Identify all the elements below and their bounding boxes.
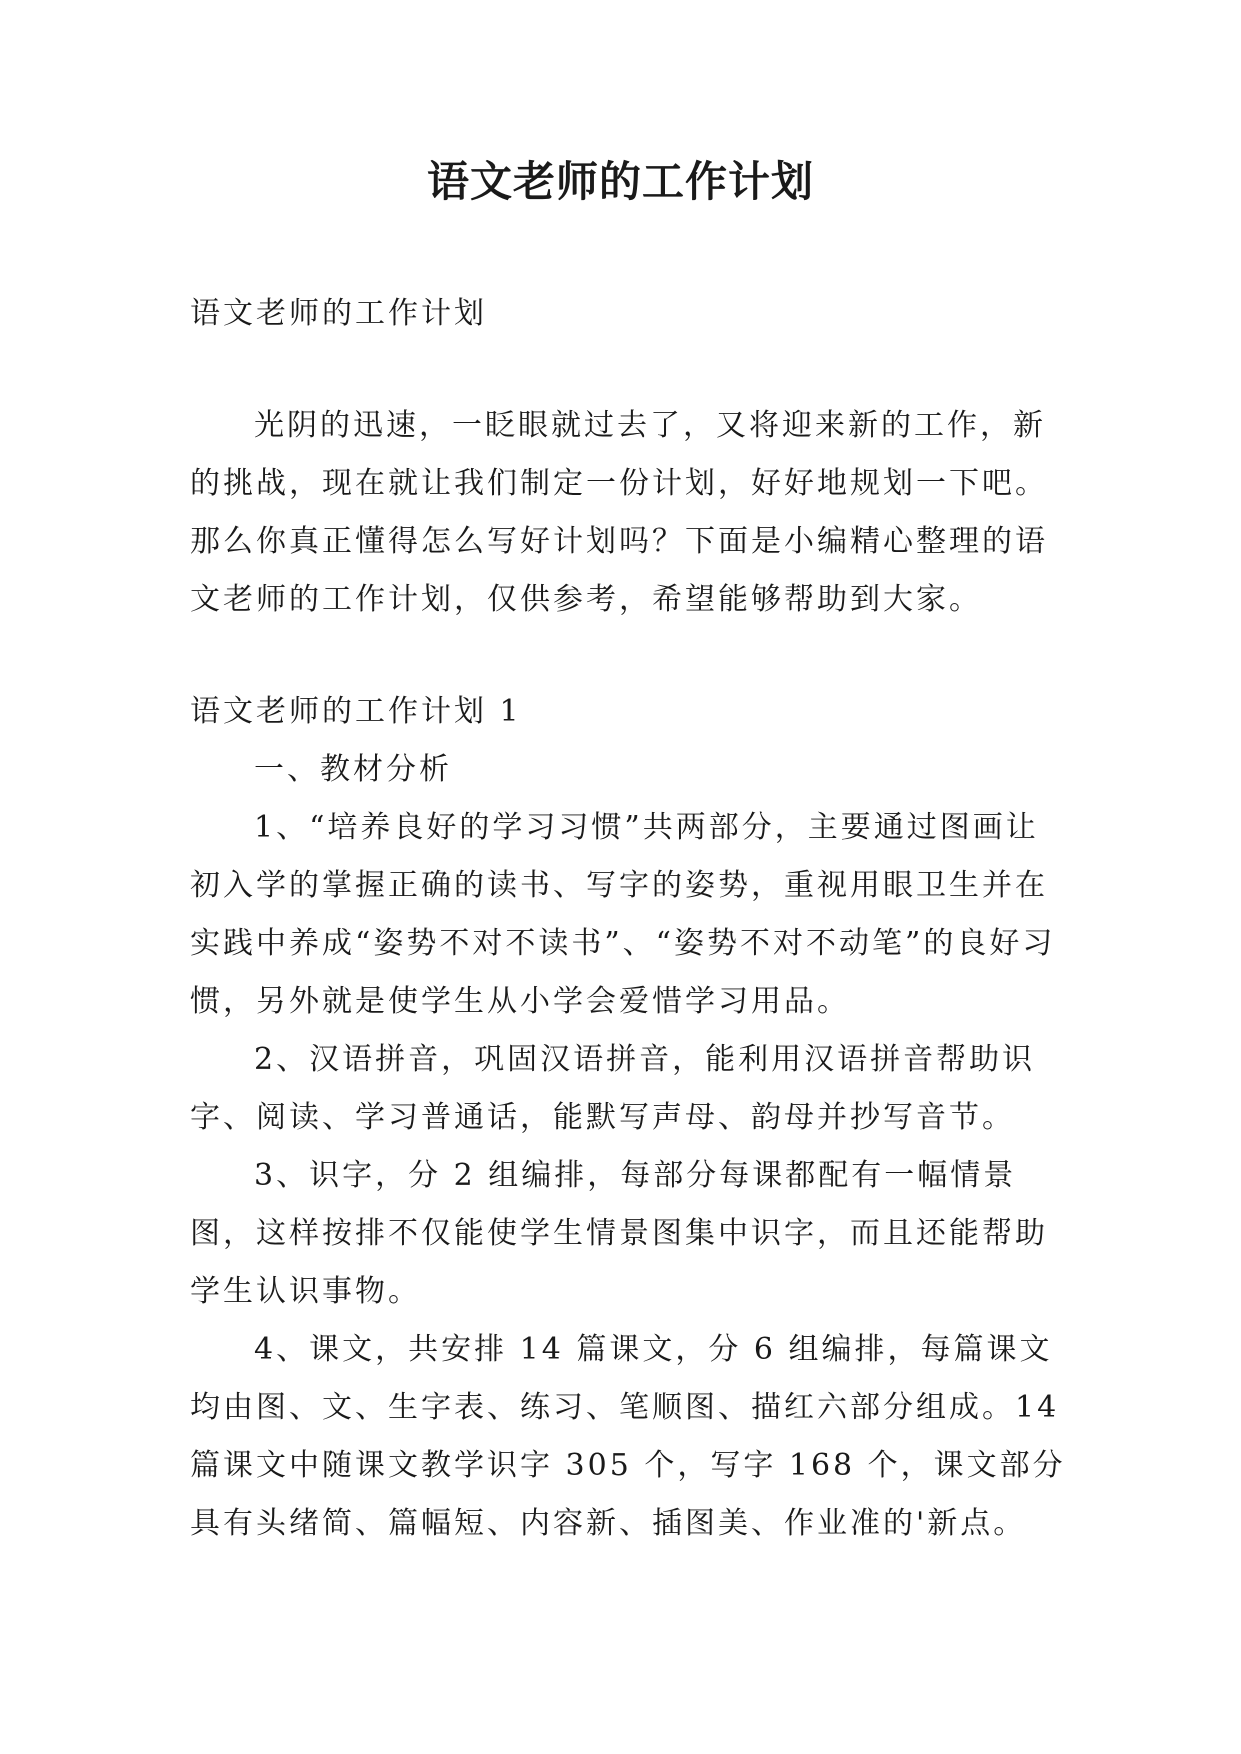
paragraph-3: 3、识字，分 2 组编排，每部分每课都配有一幅情景图，这样按排不仅能使学生情景图集中识字，而且还能帮助学生认识事物。 — [190, 1158, 1048, 1309]
heading-textbook-analysis: 一、教材分析 — [254, 752, 452, 787]
document-title: 语文老师的工作计划 — [426, 157, 814, 206]
paragraph-2: 2、汉语拼音，巩固汉语拼音，能利用汉语拼音帮助识字、阅读、学习普通话，能默写声母、韵母并抄写音节。 — [190, 1042, 1036, 1135]
intro-paragraph: 光阴的迅速，一眨眼就过去了，又将迎来新的工作，新的挑战，现在就让我们制定一份计划，好好地规划一下吧。那么你真正懂得怎么写好计划吗？下面是小编精心整理的语文老师的工作计划，仅供参考，希望能够帮助到大家。 — [190, 408, 1048, 617]
document-body — [190, 285, 1070, 1553]
section-title: 语文老师的工作计划 1 — [190, 694, 522, 729]
paragraph-1: 1、“培养良好的学习习惯”共两部分，主要通过图画让初入学的掌握正确的读书、写字的姿势，重视用眼卫生并在实践中养成“姿势不对不读书”、“姿势不对不动笔”的良好习惯，另外就是使学生从小学会爱惜学习用品。 — [190, 810, 1056, 1019]
document-subtitle: 语文老师的工作计划 — [190, 296, 487, 331]
paragraph-4: 4、课文，共安排 14 篇课文，分 6 组编排，每篇课文均由图、文、生字表、练习、笔顺图、描红六部分组成。14 篇课文中随课文教学识字 305 个，写字 168 个，课文部分具有头绪简、篇幅短、内容新、插图美、作业准的'新点。 — [190, 1332, 1066, 1541]
